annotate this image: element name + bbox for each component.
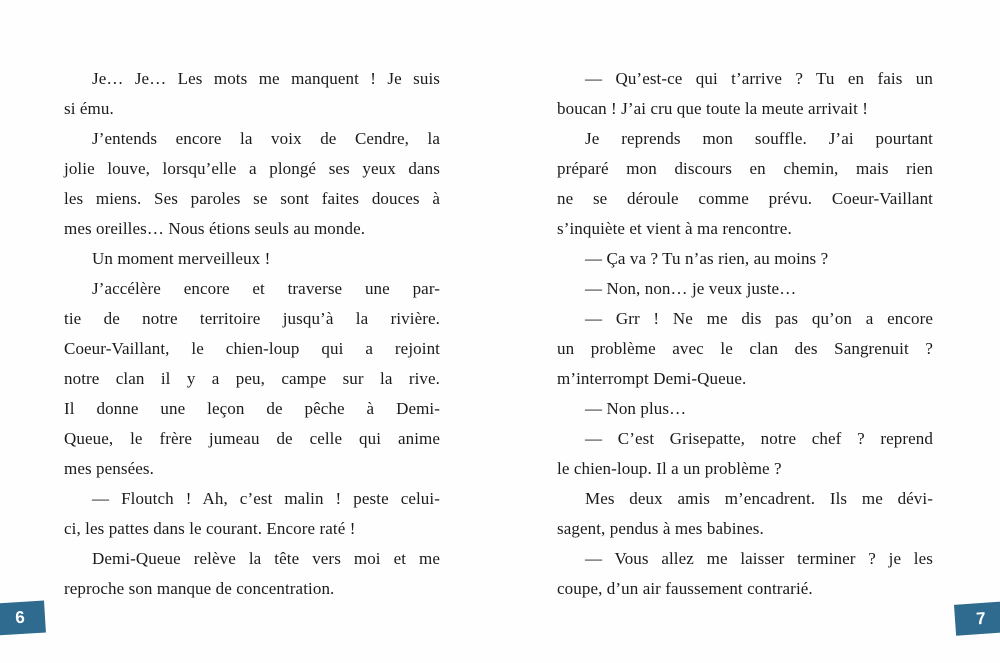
text-line: — Grr ! Ne me dis pas qu’on a encore <box>585 309 933 328</box>
text-line: — Non plus… <box>585 399 687 418</box>
text-line: — Vous allez me laisser terminer ? je les <box>585 549 933 568</box>
text-line: — Floutch ! Ah, c’est malin ! peste celui- <box>92 489 440 508</box>
text-line: Je reprends mon souffle. J’ai pourtant <box>585 129 933 148</box>
text-line: — Qu’est-ce qui t’arrive ? Tu en fais un <box>585 69 933 88</box>
text-line: boucan ! J’ai cru que toute la meute arrivait ! <box>557 99 869 118</box>
text-line: reproche son manque de concentration. <box>64 579 335 598</box>
text-line: — C’est Grisepatte, notre chef ? reprend <box>585 429 933 448</box>
text-line: J’accélère encore et traverse une par- <box>92 279 440 298</box>
page-right-text <box>557 64 933 604</box>
text-line: jolie louve, lorsqu’elle a plongé ses yeux dans <box>64 159 440 178</box>
page-number-badge-left: 6 <box>0 601 46 636</box>
page-number-badge-right: 7 <box>954 601 1000 636</box>
text-line: — Ça va ? Tu n’as rien, au moins ? <box>585 249 829 268</box>
text-line: les miens. Ses paroles se sont faites douces à <box>64 189 440 208</box>
text-line: — Non, non… je veux juste… <box>585 279 797 298</box>
text-line: coupe, d’un air faussement contrarié. <box>557 579 813 598</box>
text-line: Demi-Queue relève la tête vers moi et me <box>92 549 440 568</box>
text-line: Mes deux amis m’encadrent. Ils me dévi- <box>585 489 933 508</box>
page-left-text <box>64 64 440 604</box>
text-line: un problème avec le clan des Sangrenuit ? <box>557 339 933 358</box>
text-line: Un moment merveilleux ! <box>92 249 271 268</box>
text-line: notre clan il y a peu, campe sur la rive. <box>64 369 440 388</box>
text-line: Queue, le frère jumeau de celle qui anime <box>64 429 440 448</box>
text-line: tie de notre territoire jusqu’à la rivière. <box>64 309 440 328</box>
text-line: le chien-loup. Il a un problème ? <box>557 459 782 478</box>
text-line: mes pensées. <box>64 459 154 478</box>
text-line: sagent, pendus à mes babines. <box>557 519 764 538</box>
text-line: Il donne une leçon de pêche à Demi- <box>64 399 440 418</box>
text-line: s’inquiète et vient à ma rencontre. <box>557 219 792 238</box>
text-line: préparé mon discours en chemin, mais rien <box>557 159 933 178</box>
text-line: ne se déroule comme prévu. Coeur-Vaillant <box>557 189 933 208</box>
text-line: Coeur-Vaillant, le chien-loup qui a rejoint <box>64 339 440 358</box>
text-line: si ému. <box>64 99 114 118</box>
text-line: m’interrompt Demi-Queue. <box>557 369 747 388</box>
text-line: ci, les pattes dans le courant. Encore raté ! <box>64 519 356 538</box>
text-line: J’entends encore la voix de Cendre, la <box>92 129 440 148</box>
text-line: Je… Je… Les mots me manquent ! Je suis <box>92 69 440 88</box>
text-line: mes oreilles… Nous étions seuls au monde. <box>64 219 366 238</box>
